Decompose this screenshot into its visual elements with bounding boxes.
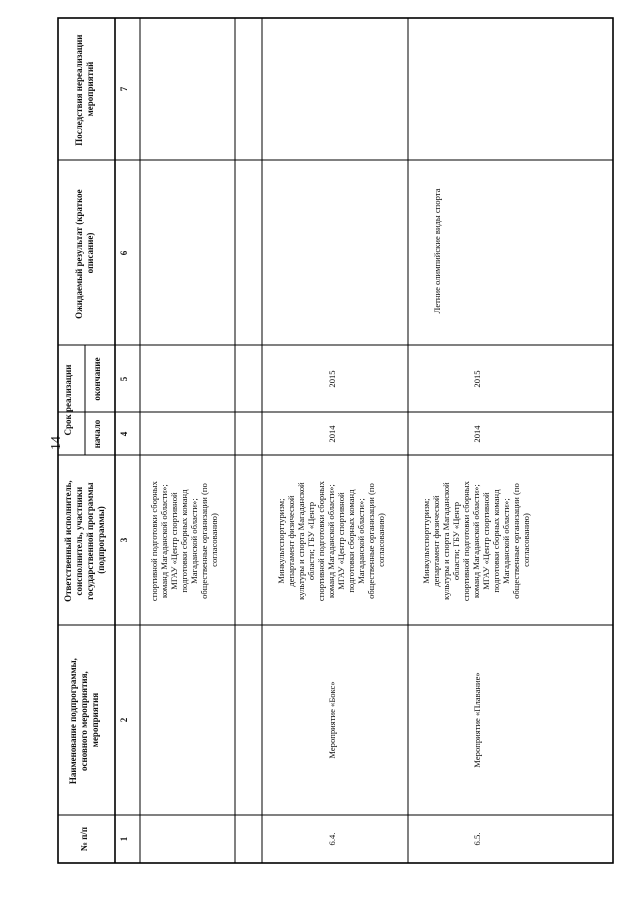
row-name: Мероприятие «Плавание»	[472, 672, 482, 768]
header-period: Срок реализации	[63, 364, 73, 436]
header-name: Наименование подпрограммы, основного мероприятия, мероприятия	[68, 658, 100, 785]
header-number: № п/п	[79, 826, 89, 852]
table-row	[276, 370, 386, 845]
colnum-5: 5	[119, 376, 129, 382]
row-name: Мероприятие «Бокс»	[327, 681, 337, 759]
page-number: 14	[49, 436, 64, 450]
colnum-3: 3	[119, 537, 129, 543]
row-number: 6.5.	[472, 832, 482, 846]
colnum-6: 6	[119, 250, 129, 256]
header-start: начало	[92, 419, 102, 449]
row-executor: Минкультспорттуризм; департамент физической культуры и спорта Магаданской области; ГБУ «Центр спортивной подготовки сборных команд Магаданской области»; МГАУ «Центр спортивной подготовки сборных команд Магаданской области»; общественные организации (по согласованию)	[276, 481, 386, 602]
section-title: Летние олимпийские виды спорта	[432, 188, 442, 314]
colnum-4: 4	[119, 431, 129, 437]
header-result: Ожидаемый результат (краткое описание)	[74, 189, 95, 319]
table-row	[421, 370, 531, 845]
header-end: окончание	[92, 357, 102, 401]
header-executor: Ответственный исполнитель, соисполнитель, участники государственной программы (подпрограммы)	[63, 480, 106, 602]
row-number: 6.4.	[327, 832, 337, 846]
continued-executor: спортивной подготовки сборных команд Магаданской области»; МГАУ «Центр спортивной подготовки сборных команд Магаданской области»; общественные организации (по согласованию)	[149, 481, 219, 602]
row-end: 2015	[327, 370, 337, 388]
row-executor: Минкультспорттуризм; департамент физической культуры и спорта Магаданской области; ГБУ «Центр спортивной подготовки сборных команд Магаданской области»; МГАУ «Центр спортивной подготовки сборных команд Магаданской области»; общественные организации (по согласованию)	[421, 481, 531, 602]
colnum-1: 1	[119, 836, 129, 842]
row-end: 2015	[472, 370, 482, 388]
colnum-7: 7	[119, 86, 129, 92]
header-consequences: Последствия нереализации мероприятий	[74, 34, 95, 146]
row-start: 2014	[472, 425, 482, 443]
row-start: 2014	[327, 425, 337, 443]
colnum-2: 2	[119, 717, 129, 723]
